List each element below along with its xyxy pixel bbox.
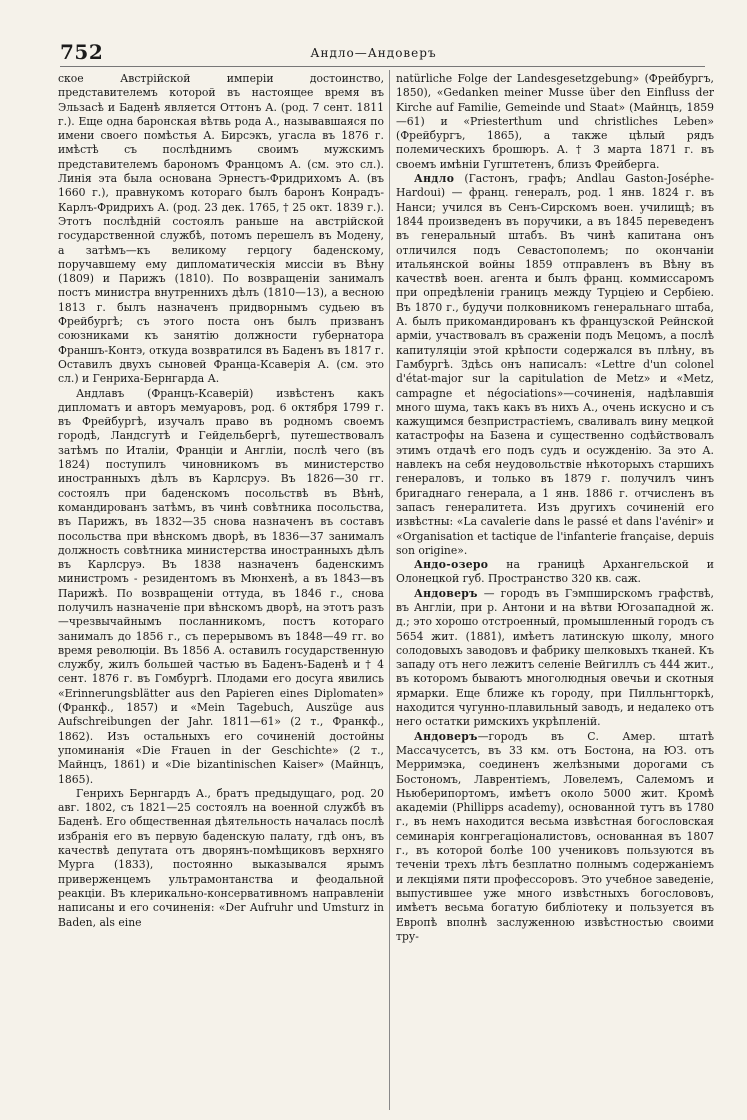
entry-text: на границѣ Архангельской и Олонецкой губ. Пространство 320 кв. саж. xyxy=(396,558,714,586)
entry-text: (Гастонъ, графъ; Andlau Gaston-Joséphe-Hardoui) — франц. генералъ, род. 1 янв. 1824 г. въ Нанси; учился въ Сенъ-Сирскомъ воен. училищѣ; въ 1844 произведенъ въ поручики, а въ 1845 переведенъ въ генеральный штабъ. Въ чинѣ капитана онъ отличился подъ Севастополемъ; по окончаніи итальянской войны 1859 отправленъ въ Вѣну въ качествѣ воен. агента и былъ франц. коммиссаромъ при опредѣленіи границъ между Турціею и Сербіею. Въ 1870 г., будучи полковникомъ генеральнаго штаба, А. былъ прикомандированъ къ французской Рейнской арміи, участвовалъ въ сраженіи подъ Мецомъ, а послѣ капитуляціи этой крѣпости содержался въ плѣну, въ Гамбургѣ. Здѣсь онъ написалъ: «Lettre d'un colonel d'état-major sur la capitulation de Metz» и «Metz, campagne et négociations»—сочиненія, надѣлавшія много шума, такъ какъ въ нихъ А., очень искусно и съ кажущимся безпристрастіемъ, сваливалъ вину мецкой катастрофы на Базена и существенно содѣйствовалъ этимъ отдачѣ его подъ судъ и осужденію. За это А. навлекъ на себя неудовольствіе нѣкоторыхъ старшихъ генераловъ, и только въ 1879 г. получилъ чинъ бригаднаго генерала, а 1 янв. 1886 г. отчисленъ въ запасъ генералитета. Изъ другихъ сочиненій его извѣстны: «La cavalerie dans le passé et dans l'avénir» и «Organisation et tactique de l'infanterie française, depuis son origine». xyxy=(396,172,714,557)
paragraph-text: natürliche Folge der Landesgesetzgebung» (Фрейбургъ, 1850), «Gedanken meiner Musse über den Einfluss der Kirche auf Familie, Gemeinde und Staat» (Майнцъ, 1859—61) и «Priesterthum und christliches Leben» (Фрейбургъ, 1865), а также цѣлый рядъ полемическихъ брошюръ. А. † 3 марта 1871 г. въ своемъ имѣніи Гугштетенъ, близъ Фрейберга. xyxy=(396,72,714,171)
entry-headword: Андоверъ xyxy=(414,729,478,743)
entry-headword: Андоверъ xyxy=(414,586,478,600)
paragraph-text: Андлавъ (Францъ-Ксаверій) извѣстенъ какъ дипломатъ и авторъ мемуаровъ, род. 6 октября 1799 г. въ Фрейбургѣ, изучалъ право въ родномъ своемъ городѣ, Ландсгутѣ и Гейдельбергѣ, путешествовалъ затѣмъ по Италіи, Франціи и Англіи, послѣ чего (въ 1824) поступилъ чиновникомъ въ министерство иностранныхъ дѣлъ въ Карлсруэ. Въ 1826—30 гг. состоялъ при баденскомъ посольствѣ въ Вѣнѣ, командированъ затѣмъ, въ чинѣ совѣтника посольства, въ Парижъ, въ 1832—35 снова назначенъ въ составъ посольства при вѣнскомъ дворѣ, въ 1836—37 занималъ должность совѣтника министерства иностранныхъ дѣлъ въ Карлсруэ. Въ 1838 назначенъ баденскимъ министромъ - резидентомъ въ Мюнхенѣ, а въ 1843—въ Парижѣ. По возвращеніи оттуда, въ 1846 г., снова получилъ назначеніе при вѣнскомъ дворѣ, на этотъ разъ—чрезвычайнымъ посланникомъ, постъ котораго занималъ до 1856 г., съ перерывомъ въ 1848—49 гг. во время революціи. Въ 1856 А. оставилъ государственную службу, жилъ большей частью въ Баденъ-Баденѣ и † 4 сент. 1876 г. въ Гомбургѣ. Плодами его досуга явились «Erinnerungsblätter aus den Papieren eines Diplomaten» (Франкф., 1857) и «Mein Tagebuch, Auszüge aus Aufschreibungen der Jahr. 1811—61» (2 т., Франкф., 1862). Изъ остальныхъ его сочиненій достойны упоминанія «Die Frauen in der Geschichte» (2 т., Майнцъ, 1861) и «Die bizantinischen Kaiser» (Майнцъ, 1865). xyxy=(58,386,384,786)
entry-text: — городъ въ Гэмпширскомъ графствѣ, въ Англіи, при р. Антони и на вѣтви Югозападной ж. д.; это хорошо отстроенный, промышленный городъ съ 5654 жит. (1881), имѣетъ латинскую школу, много солодовыхъ заводовъ и фабрику шелковыхъ тканей. Къ западу отъ него лежитъ селеніе Вейгиллъ съ 444 жит., въ которомъ бываютъ многолюдныя овечьи и скотныя ярмарки. Еще ближе къ городу, при Пилльнгторкѣ, находится чугунно-плавильный заводъ, и недалеко отъ него остатки римскихъ укрѣпленій. xyxy=(396,586,714,729)
entry-text: —городъ въ С. Амер. штатѣ Массачусетсъ, въ 33 км. отъ Бостона, на ЮЗ. отъ Мерримэка, соединенъ желѣзными дорогами съ Бостономъ, Лаврентіемъ, Ловелемъ, Салемомъ и Ньюберипортомъ, имѣетъ около 5000 жит. Кромѣ академіи (Phillipps academy), основанной тутъ въ 1780 г., въ немъ находится весьма извѣстная богословская семинарія конгрегаціоналистовъ, основанная въ 1807 г., въ которой болѣе 100 учениковъ пользуются въ теченіи трехъ лѣтъ безплатно полнымъ содержаніемъ и лекціями пяти профессоровъ. Это учебное заведеніе, выпустившее уже много извѣстныхъ богослововъ, имѣетъ весьма богатую библіотеку и пользуется въ Европѣ вполнѣ заслуженною извѣстностью своими тру- xyxy=(396,729,714,943)
left-column xyxy=(58,72,384,1112)
article-paragraph xyxy=(58,387,384,787)
entry-headword: Андло xyxy=(414,172,455,186)
article-paragraph xyxy=(58,72,384,387)
article-entry xyxy=(396,730,714,944)
article-entry xyxy=(396,172,714,558)
paragraph-text: Генрихъ Бернгардъ А., братъ предыдущаго, род. 20 авг. 1802, съ 1821—25 состоялъ на военной службѣ въ Баденѣ. Его общественная дѣятельность началась послѣ избранія его въ первую баденскую палату, гдѣ онъ, въ качествѣ депутата отъ дворянъ-помѣщиковъ верхняго Мурга (1833), постоянно выказывался ярымъ приверженцемъ ультрамонтанства и феодальной реакціи. Въ клерикально-консервативномъ направленіи написаны и его сочиненія: «Der Aufruhr und Umsturz in Baden, als eine xyxy=(58,786,384,929)
article-entry xyxy=(396,587,714,730)
article-paragraph xyxy=(396,72,714,172)
header-rule xyxy=(60,66,705,67)
right-column xyxy=(396,72,714,1112)
running-title: Андло—Андоверъ xyxy=(310,46,437,60)
page-number: 752 xyxy=(60,40,104,64)
column-divider xyxy=(389,70,390,1110)
article-entry xyxy=(396,558,714,587)
article-paragraph xyxy=(58,787,384,930)
entry-headword: Андо-озеро xyxy=(414,558,489,572)
paragraph-text: ское Австрійской имперіи достоинство, представителемъ которой въ настоящее время въ Эльзасѣ и Баденѣ является Оттонъ А. (род. 7 сент. 1811 г.). Еще одна баронская вѣтвь рода А., называвшаяся по имени своего помѣстья А. Бирсэкъ, угасла въ 1876 г. имѣстѣ съ послѣднимъ своимъ мужскимъ представителемъ барономъ Францомъ А. (см. это сл.). Линія эта была основана Эрнестъ-Фридрихомъ А. (въ 1660 г.), правнукомъ котораго былъ баронъ Конрадъ-Карлъ-Фридрихъ А. (род. 23 дек. 1765, † 25 окт. 1839 г.). Этотъ послѣдній состоялъ раньше на австрійской государственной службѣ, потомъ перешелъ въ Модену, а затѣмъ—къ великому герцогу баденскому, поручавшему ему дипломатическія миссіи въ Вѣну (1809) и Парижъ (1810). По возвращеніи занималъ постъ министра внутреннихъ дѣлъ (1810—13), а весною 1813 г. былъ назначенъ придворнымъ судьею въ Фрейбургѣ; съ этого поста онъ былъ призванъ союзниками къ занятію должности губернатора Франшъ-Контэ, откуда возвратился въ Баденъ въ 1817 г. Оставилъ двухъ сыновей Франца-Ксаверія А. (см. это сл.) и Генриха-Бернгарда А. xyxy=(58,72,384,386)
